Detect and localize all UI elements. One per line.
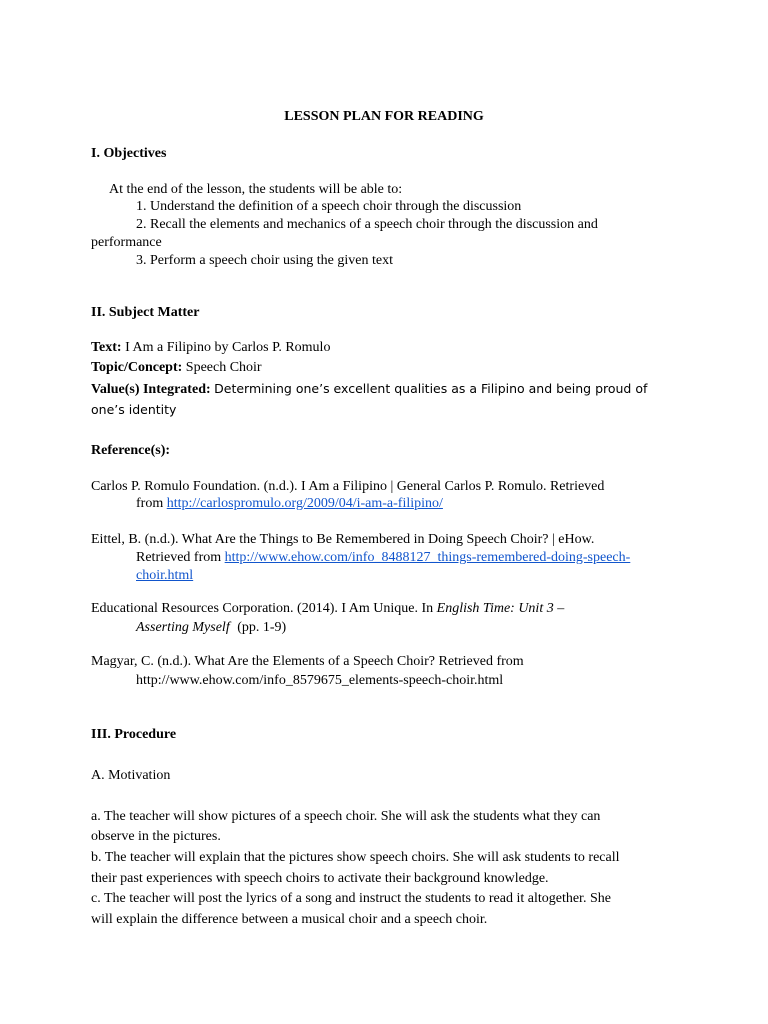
reference-2-link[interactable]: http://www.ehow.com/info_8488127_things-remembered-doing-speech- <box>224 550 631 565</box>
references-heading: Reference(s): <box>91 443 171 458</box>
subject-text-line <box>91 339 330 357</box>
procedure-heading: III. Procedure <box>91 727 177 742</box>
objective-item-2: 2. Recall the elements and mechanics of a speech choir through the discussion and <box>136 217 598 232</box>
reference-1-from: from <box>136 496 164 511</box>
subject-matter-heading: II. Subject Matter <box>91 305 200 320</box>
reference-4: Magyar, C. (n.d.). What Are the Elements of a Speech Choir? Retrieved from <box>91 654 524 669</box>
topic-label: Topic/Concept: <box>91 360 183 375</box>
topic-value: Speech Choir <box>185 360 262 375</box>
reference-4-continued: http://www.ehow.com/info_8579675_elements-speech-choir.html <box>136 673 504 688</box>
reference-1: Carlos P. Romulo Foundation. (n.d.). I Am a Filipino | General Carlos P. Romulo. Retrieved <box>91 479 605 494</box>
text-value: I Am a Filipino by Carlos P. Romulo <box>125 340 331 355</box>
motivation-subheading: A. Motivation <box>91 768 171 783</box>
reference-2-retrieved: Retrieved from <box>136 550 222 565</box>
reference-3-pages: (pp. 1-9) <box>237 620 287 635</box>
objectives-heading: I. Objectives <box>91 146 167 161</box>
values-value-continued: one’s identity <box>91 402 177 417</box>
page-title: LESSON PLAN FOR READING <box>284 109 484 124</box>
reference-3-continued <box>136 619 286 637</box>
reference-3-text: Educational Resources Corporation. (2014). I Am Unique. In <box>91 601 434 616</box>
procedure-step-c-continued: will explain the difference between a musical choir and a speech choir. <box>91 912 488 927</box>
procedure-step-a-continued: observe in the pictures. <box>91 829 221 844</box>
subject-topic-line <box>91 359 262 377</box>
procedure-step-b: b. The teacher will explain that the pictures show speech choirs. She will ask students to recall <box>91 850 620 865</box>
procedure-step-a: a. The teacher will show pictures of a speech choir. She will ask the students what they can <box>91 809 601 824</box>
procedure-step-c: c. The teacher will post the lyrics of a song and instruct the students to read it altogether. She <box>91 891 611 906</box>
reference-1-continued <box>136 495 443 513</box>
objective-item-1: 1. Understand the definition of a speech choir through the discussion <box>136 199 522 214</box>
objectives-intro: At the end of the lesson, the students will be able to: <box>109 182 403 197</box>
reference-3-book-subtitle: Asserting Myself <box>136 620 230 635</box>
reference-2-link-continued[interactable]: choir.html <box>136 568 194 583</box>
values-value: Determining one’s excellent qualities as a Filipino and being proud of <box>214 381 648 396</box>
reference-1-link[interactable]: http://carlospromulo.org/2009/04/i-am-a-filipino/ <box>166 496 443 511</box>
reference-3-book-title: English Time: Unit 3 – <box>436 601 565 616</box>
subject-values-line <box>91 380 647 399</box>
reference-3 <box>91 600 564 618</box>
objective-item-3: 3. Perform a speech choir using the given text <box>136 253 393 268</box>
reference-2-continued <box>136 549 630 567</box>
text-label: Text: <box>91 340 122 355</box>
values-label: Value(s) Integrated: <box>91 382 211 397</box>
procedure-step-b-continued: their past experiences with speech choirs to activate their background knowledge. <box>91 871 549 886</box>
objective-item-2-continued: performance <box>91 235 162 250</box>
reference-2: Eittel, B. (n.d.). What Are the Things to Be Remembered in Doing Speech Choir? | eHow. <box>91 532 595 547</box>
